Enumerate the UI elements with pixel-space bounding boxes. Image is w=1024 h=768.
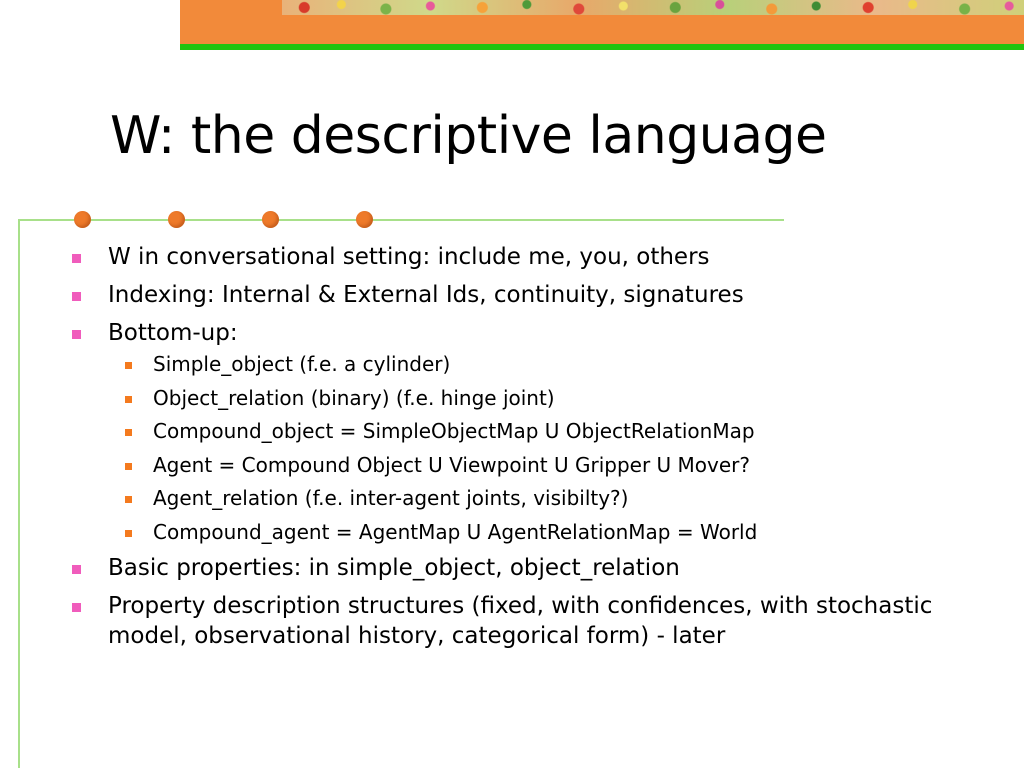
decorative-dot [356,211,373,228]
square-sub-bullet-icon [125,362,132,369]
square-sub-bullet-icon [125,429,132,436]
sub-bullet-text: Compound_object = SimpleObjectMap U ObjectRelationMap [153,419,755,444]
bullet-text: W in conversational setting: include me, you, others [108,244,710,270]
square-bullet-icon [72,292,81,301]
bullet-list [0,242,1000,349]
sub-bullet-item [0,351,1000,377]
slide-title: W: the descriptive language [110,106,827,166]
bullet-item [0,318,948,349]
sub-bullet-text: Object_relation (binary) (f.e. hinge joint) [153,385,555,410]
sub-bullet-item [0,519,1000,545]
bullet-text: Property description structures (fixed, with confidences, with stochastic model, observational history, categorical form) - later [108,592,933,649]
square-bullet-icon [72,603,81,612]
sub-bullet-item [0,452,1000,478]
bullet-item [0,591,948,651]
decorative-dot [262,211,279,228]
sub-bullet-text: Agent_relation (f.e. inter-agent joints, visibilty?) [153,486,629,511]
bullet-item [0,280,948,311]
bullet-text: Indexing: Internal & External Ids, continuity, signatures [108,282,744,308]
slide-body [0,242,1000,658]
floral-banner-image [282,0,1024,15]
bullet-text: Basic properties: in simple_object, object_relation [108,554,680,581]
square-bullet-icon [72,254,81,263]
bullet-item [0,242,948,273]
square-sub-bullet-icon [125,496,132,503]
bullet-list [0,553,1000,651]
square-sub-bullet-icon [125,530,132,537]
sub-bullet-item [0,418,1000,444]
decorative-dot [74,211,91,228]
square-bullet-icon [72,565,81,574]
horizontal-divider [18,219,784,221]
banner-green-line [180,44,1024,50]
sub-bullet-text: Agent = Compound Object U Viewpoint U Gripper U Mover? [153,452,751,477]
bullet-item [0,553,948,584]
sub-bullet-list [0,351,1000,545]
decorative-dot [168,211,185,228]
bullet-text: Bottom-up: [108,320,238,346]
sub-bullet-item [0,385,1000,411]
sub-bullet-item [0,485,1000,511]
sub-bullet-text: Simple_object (f.e. a cylinder) [153,352,451,376]
square-sub-bullet-icon [125,396,132,403]
square-sub-bullet-icon [125,463,132,470]
square-bullet-icon [72,330,81,339]
sub-bullet-text: Compound_agent = AgentMap U AgentRelationMap = World [153,519,758,544]
